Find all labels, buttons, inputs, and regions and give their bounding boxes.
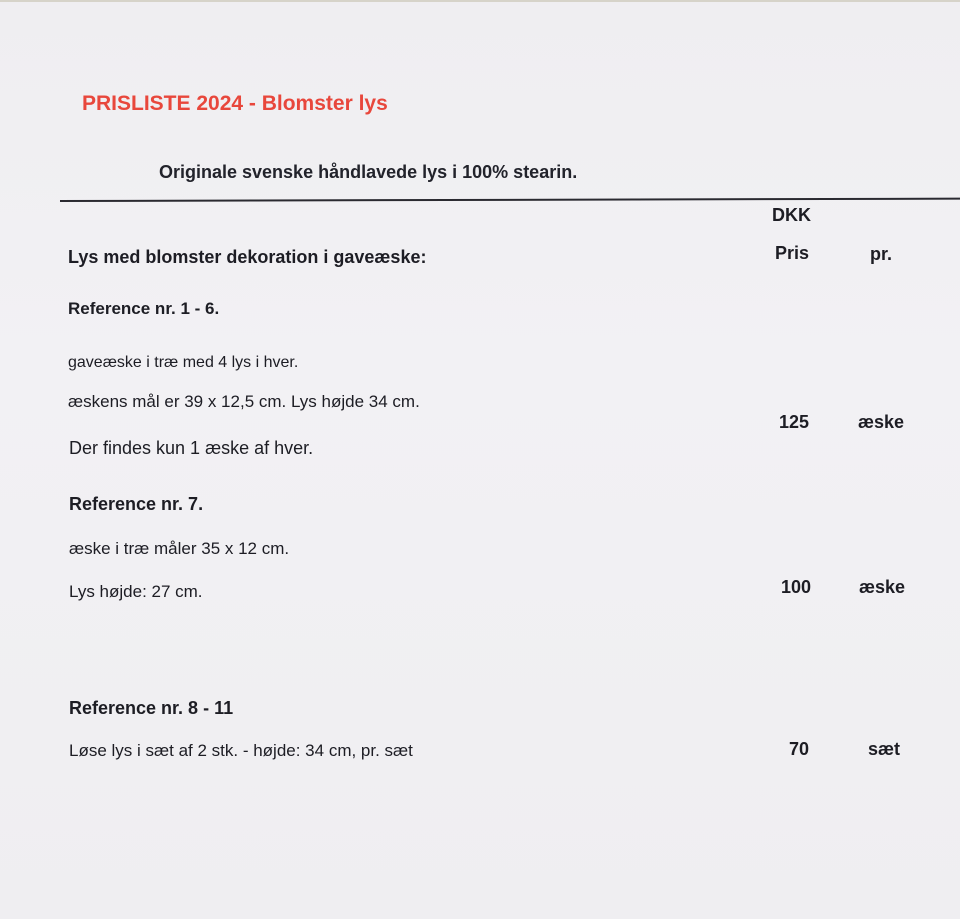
per-column-header: pr. [870,244,893,264]
header-divider [60,198,960,202]
item-unit: æske [859,577,906,597]
price-column-header: Pris [775,243,810,263]
item-price: 100 [781,577,812,597]
item-reference: Reference nr. 1 - 6. [68,299,220,318]
item-description-line: Der findes kun 1 æske af hver. [69,438,314,458]
item-description-line: Lys højde: 27 cm. [69,582,203,601]
item-price: 70 [789,739,810,759]
currency-header: DKK [772,205,811,225]
item-price: 125 [779,412,810,432]
section-heading: Lys med blomster dekoration i gaveæske: [68,247,427,267]
item-reference: Reference nr. 7. [69,494,204,514]
document-title: PRISLISTE 2024 - Blomster lys [82,92,388,115]
item-unit: sæt [868,739,901,759]
item-description-line: æske i træ måler 35 x 12 cm. [69,539,290,558]
item-description-line: Løse lys i sæt af 2 stk. - højde: 34 cm, pr. sæt [69,741,413,760]
item-reference: Reference nr. 8 - 11 [69,698,234,718]
item-unit: æske [858,412,905,432]
item-description-line: æskens mål er 39 x 12,5 cm. Lys højde 34 cm. [68,392,420,411]
item-description-line: gaveæske i træ med 4 lys i hver. [68,354,299,371]
document-subtitle: Originale svenske håndlavede lys i 100% stearin. [159,162,578,182]
